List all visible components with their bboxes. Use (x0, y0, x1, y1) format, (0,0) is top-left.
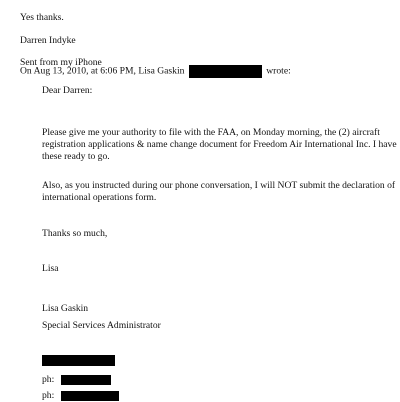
paragraph-declaration-note (42, 180, 398, 204)
salutation: Dear Darren: (42, 85, 93, 96)
signature-full-name: Lisa Gaskin (42, 303, 89, 314)
reply-sender-name: Darren Indyke (20, 35, 76, 46)
paragraph-line: Please give me your authority to file with the FAA, on Monday morning, the (2) aircraft (42, 127, 380, 138)
quote-header (20, 65, 291, 78)
signature-title: Special Services Administrator (42, 320, 161, 331)
paragraph-authority-request (42, 127, 398, 163)
quote-header-suffix: wrote: (266, 65, 291, 77)
phone-label: ph: (42, 390, 55, 401)
phone-label: ph: (42, 374, 55, 385)
paragraph-line: international operations form. (42, 192, 157, 203)
redacted-phone-number (61, 375, 111, 385)
phone-line-1 (42, 374, 111, 386)
quote-header-prefix: On Aug 13, 2010, at 6:06 PM, Lisa Gaskin (20, 65, 185, 77)
redacted-contact-line (42, 355, 115, 366)
phone-line-2 (42, 390, 119, 402)
signature-first-name: Lisa (42, 263, 59, 274)
redacted-phone-number (61, 391, 119, 401)
reply-signature: Sent from my iPhone (20, 57, 102, 68)
paragraph-line: Also, as you instructed during our phone conversation, I will NOT submit the declaration of (42, 180, 396, 191)
closing: Thanks so much, (42, 228, 108, 239)
redacted-email-address (189, 65, 262, 78)
reply-thanks: Yes thanks. (20, 12, 64, 23)
paragraph-line: registration applications & name change document for Freedom Air International Inc. I have (42, 139, 397, 150)
paragraph-line: these ready to go. (42, 151, 110, 162)
